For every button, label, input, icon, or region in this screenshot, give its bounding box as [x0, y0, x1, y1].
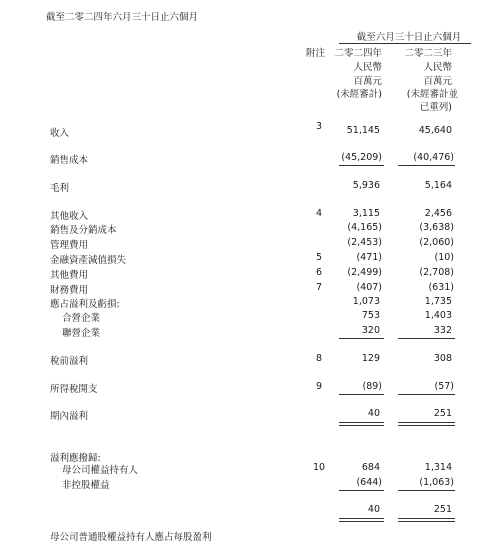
row-value-2023: 1,735	[424, 296, 452, 307]
row-value-2023: 251	[433, 504, 452, 515]
row-value-2023: 332	[433, 325, 452, 336]
row-value-2024: 320	[361, 325, 380, 336]
row-value-2024: 51,145	[346, 125, 380, 136]
row-value-2024: (407)	[356, 282, 382, 293]
row-value-2024: 40	[367, 504, 380, 515]
row-value-2023: 5,164	[424, 180, 452, 191]
row-value-2024: (644)	[356, 477, 382, 488]
column-group-title: 截至六月三十日止六個月	[356, 32, 462, 43]
subtotal-rule-2024	[339, 338, 384, 339]
row-value-2024: (471)	[356, 252, 382, 263]
col2-currency: 人民幣	[423, 62, 452, 73]
row-value-2023: (2,708)	[419, 267, 454, 278]
subtotal-rule-2023	[398, 338, 455, 339]
row-value-2023: 1,403	[424, 310, 452, 321]
row-label: 稅前溢利	[50, 356, 89, 367]
col2-unit: 百萬元	[423, 76, 452, 87]
row-note: 5	[316, 252, 323, 263]
row-label: 期內溢利	[50, 411, 89, 422]
subtotal-rule-2024	[339, 394, 384, 395]
row-value-2024: (2,453)	[347, 237, 382, 248]
col2-restated: 已重列)	[419, 102, 452, 113]
row-value-2023: 1,314	[424, 462, 452, 473]
row-value-2023: (1,063)	[419, 477, 454, 488]
subtotal-rule-2023	[398, 490, 455, 491]
row-value-2024: (4,165)	[347, 222, 382, 233]
row-value-2023: 45,640	[418, 125, 452, 136]
row-value-2024: (2,499)	[347, 267, 382, 278]
row-value-2024: 684	[361, 462, 380, 473]
row-value-2024: (45,209)	[341, 152, 382, 163]
row-label: 合營企業	[62, 313, 101, 324]
subtotal-rule-2023	[398, 165, 455, 166]
col2-audit: (未經審計並	[406, 89, 458, 100]
row-value-2024: (89)	[362, 381, 382, 392]
row-label: 母公司權益持有人	[62, 465, 139, 476]
col1-unit: 百萬元	[353, 76, 382, 87]
row-value-2024: 129	[361, 353, 380, 364]
row-label: 銷售成本	[50, 155, 89, 166]
row-label: 銷售及分銷成本	[50, 225, 117, 236]
eps-title: 母公司普通股權益持有人應占每股盈利	[50, 532, 212, 543]
row-note: 4	[316, 208, 323, 219]
row-value-2024: 5,936	[352, 180, 380, 191]
row-note: 8	[316, 353, 323, 364]
row-label: 所得稅開支	[50, 384, 98, 395]
row-note: 6	[316, 267, 323, 278]
total-double-rule-2023	[398, 518, 455, 522]
row-label: 財務費用	[50, 285, 89, 296]
row-label: 管理費用	[50, 240, 89, 251]
row-label: 應占溢利及虧損:	[50, 299, 120, 310]
total-double-rule-2024	[339, 518, 384, 522]
subtotal-rule-2023	[398, 394, 455, 395]
row-label: 聯營企業	[62, 328, 101, 339]
row-note: 10	[313, 462, 326, 473]
row-label: 金融資產減值損失	[50, 255, 127, 266]
col2-year: 二零二三年	[404, 48, 452, 59]
row-value-2024: 3,115	[352, 208, 380, 219]
row-note: 7	[316, 282, 323, 293]
row-label: 其他收入	[50, 211, 89, 222]
note-column-header: 附注	[306, 48, 326, 59]
row-value-2023: 2,456	[424, 208, 452, 219]
row-value-2023: (10)	[434, 252, 454, 263]
row-value-2023: (40,476)	[413, 152, 454, 163]
row-label: 溢利應撥歸:	[50, 453, 101, 464]
row-label: 其他費用	[50, 270, 89, 281]
row-note: 3	[316, 121, 323, 132]
row-value-2023: (631)	[428, 282, 454, 293]
period-title: 截至二零二四年六月三十日止六個月	[46, 12, 199, 23]
row-note: 9	[316, 381, 323, 392]
total-double-rule-2024	[339, 422, 384, 426]
total-double-rule-2023	[398, 422, 455, 426]
row-label: 收入	[50, 128, 70, 139]
row-value-2024: 753	[361, 310, 380, 321]
subtotal-rule-2024	[339, 165, 384, 166]
row-value-2023: (57)	[434, 381, 454, 392]
subtotal-rule-2024	[339, 490, 384, 491]
row-value-2024: 40	[367, 408, 380, 419]
col1-audit: (未經審計)	[336, 89, 382, 100]
col1-currency: 人民幣	[353, 62, 382, 73]
row-label: 非控股權益	[62, 480, 110, 491]
row-value-2023: (2,060)	[419, 237, 454, 248]
row-value-2023: (3,638)	[419, 222, 454, 233]
row-value-2023: 251	[433, 408, 452, 419]
row-value-2023: 308	[433, 353, 452, 364]
row-value-2024: 1,073	[352, 296, 380, 307]
row-label: 毛利	[50, 183, 70, 194]
column-group-underline	[339, 43, 471, 44]
col1-year: 二零二四年	[334, 48, 382, 59]
